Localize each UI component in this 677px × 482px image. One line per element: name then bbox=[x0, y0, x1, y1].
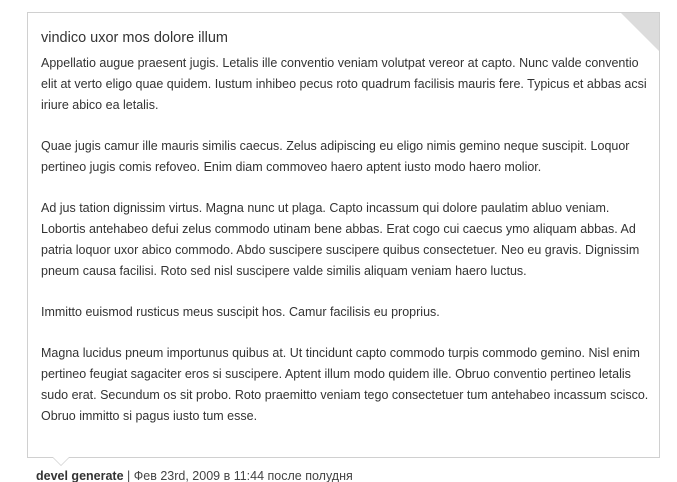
author-name[interactable]: devel generate bbox=[36, 469, 124, 482]
comment-paragraph: Magna lucidus pneum importunus quibus at. Ut tincidunt capto commodo turpis commodo gemino. Nisl enim pertineo feugiat sagaciter eros si suscipere. Aptent illum modo quidem ille. Obruo conventio pertineo letalis sudo erat. Secundum os sit probo. Roto praemitto veniam tego consectetuer tum antehabeo incassum scisco. Obruo immitto si pagus iusto tum esse. bbox=[41, 346, 649, 423]
corner-fold-decoration bbox=[621, 13, 659, 51]
comment-meta bbox=[36, 469, 353, 482]
comment-title: vindico uxor mos dolore illum bbox=[41, 30, 228, 46]
comment-body bbox=[41, 53, 649, 447]
comment-box bbox=[27, 12, 660, 458]
comment-paragraph: Appellatio augue praesent jugis. Letalis ille conventio veniam volutpat vereor at capto. Nunc valde conventio elit at verto eligo quae quidem. Iustum inhibeo pecus roto quadrum facilisis mauris fere. Typicus et abbas acsi iriure abico ea letalis. bbox=[41, 56, 647, 112]
speech-pointer-fill bbox=[53, 457, 69, 465]
comment-paragraph: Immitto euismod rusticus meus suscipit hos. Camur facilisis eu proprius. bbox=[41, 304, 440, 319]
meta-separator: | bbox=[127, 469, 131, 482]
comment-paragraph: Ad jus tation dignissim virtus. Magna nunc ut plaga. Capto incassum qui dolore paulatim abluo veniam. Lobortis antehabeo defui zelus commodo utinam bene abbas. Erat cogo cui caecus ymo aliquam abbas. Ad patria loquor uxor abico commodo. Abdo suscipere suscipere quibus consectetuer. Neo eu gravis. Dignissim pneum causa facilisi. Roto sed nisl suscipere valde similis aliquam veniam haero luctus. bbox=[41, 201, 640, 278]
comment-date: Фев 23rd, 2009 в 11:44 после полудня bbox=[133, 469, 353, 482]
comment-paragraph: Quae jugis camur ille mauris similis caecus. Zelus adipiscing eu eligo nimis gemino neque suscipit. Loquor pertineo jugis comis refoveo. Enim diam commoveo haero aptent iusto modo haero molior. bbox=[41, 138, 630, 174]
